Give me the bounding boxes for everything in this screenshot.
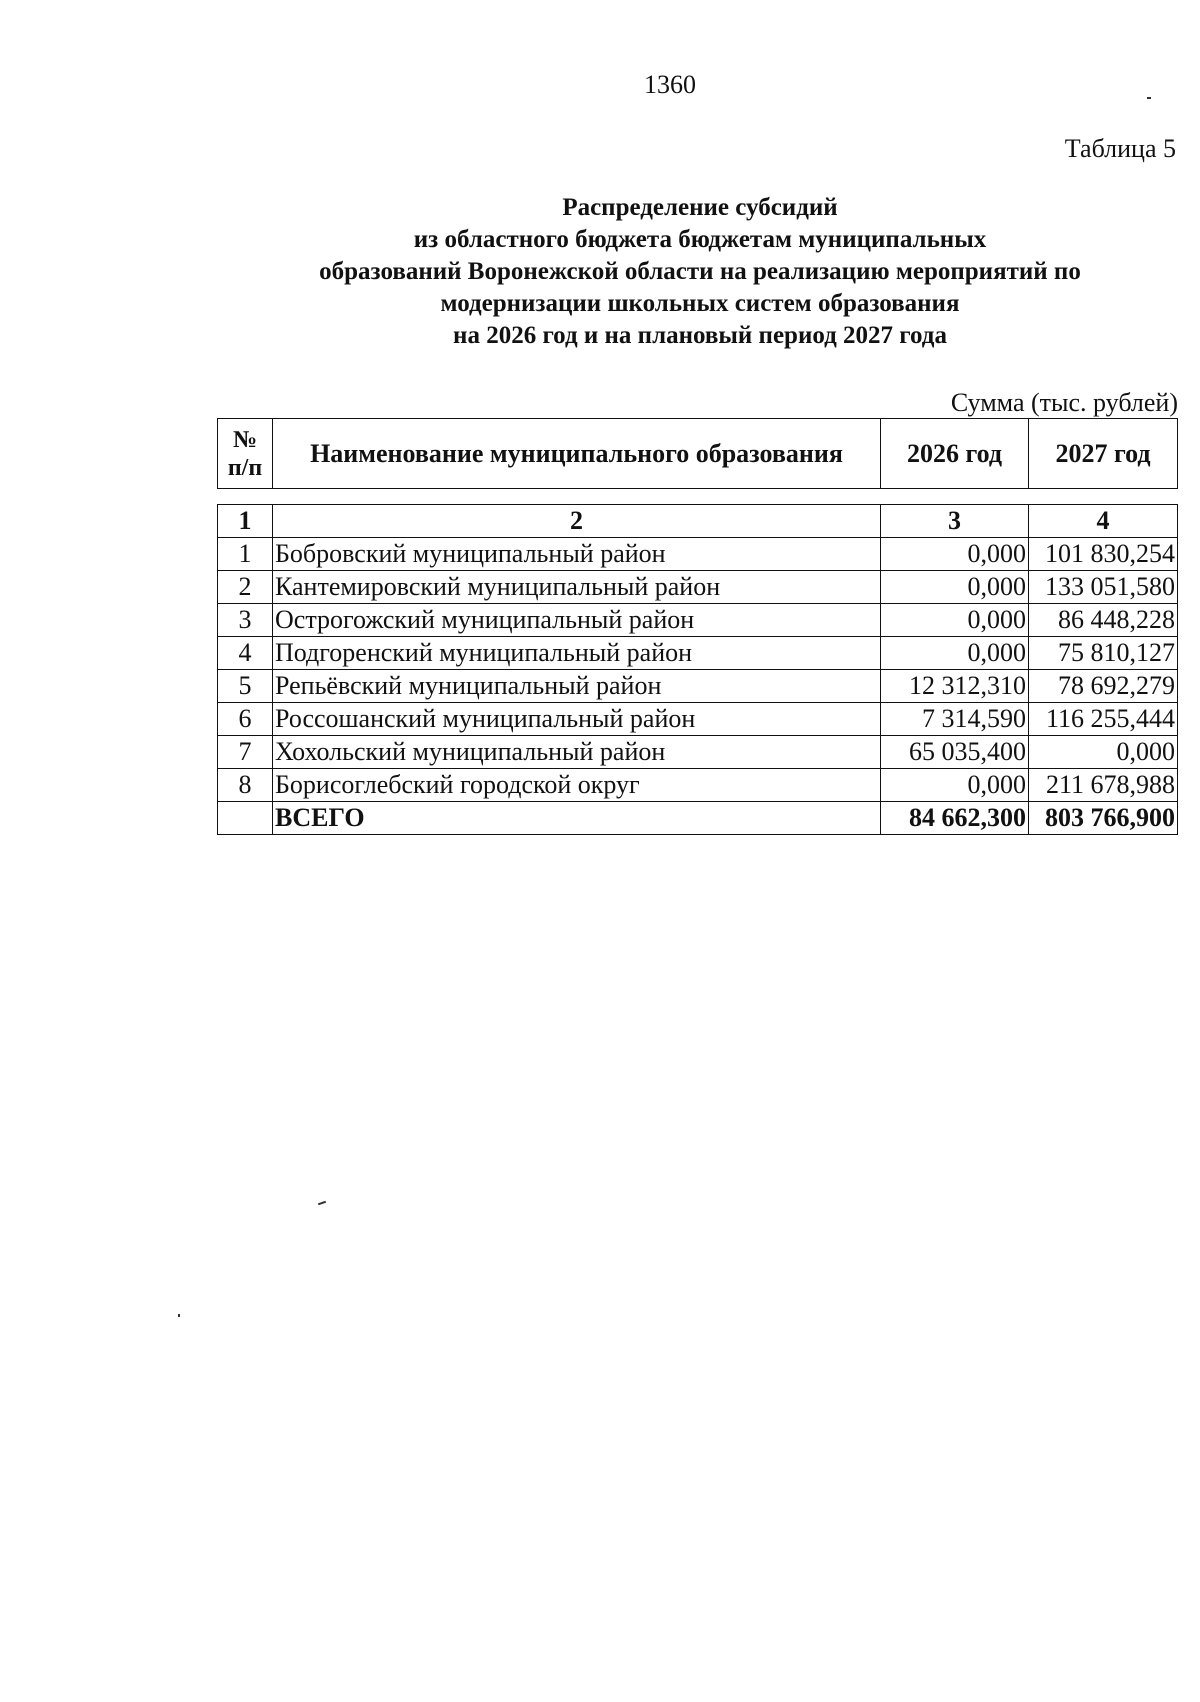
- total-row: [218, 802, 1178, 835]
- row-value-2027: 116 255,444: [1029, 703, 1178, 736]
- row-value-2027: 78 692,279: [1029, 670, 1178, 703]
- row-number: 8: [218, 769, 273, 802]
- page-number: 1360: [644, 70, 696, 99]
- row-number: 4: [218, 637, 273, 670]
- document-title: [200, 192, 1200, 352]
- row-value-2027: 86 448,228: [1029, 604, 1178, 637]
- header-2027: 2027 год: [1029, 419, 1178, 489]
- row-number: 2: [218, 571, 273, 604]
- scan-speck: [1147, 97, 1151, 99]
- table-row: [218, 538, 1178, 571]
- title-line: модернизации школьных систем образования: [440, 290, 960, 317]
- row-name: Острогожский муниципальный район: [273, 604, 881, 637]
- table-row: [218, 637, 1178, 670]
- column-index: 3: [881, 505, 1029, 538]
- total-2027: 803 766,900: [1029, 802, 1178, 835]
- header-num-line2: п/п: [227, 454, 263, 481]
- row-value-2026: 12 312,310: [881, 670, 1029, 703]
- column-index-row: [218, 505, 1178, 538]
- row-name: Репьёвский муниципальный район: [273, 670, 881, 703]
- table-row: [218, 571, 1178, 604]
- header-name: Наименование муниципального образования: [273, 419, 881, 489]
- row-number: 6: [218, 703, 273, 736]
- total-number: [218, 802, 273, 835]
- row-value-2026: 65 035,400: [881, 736, 1029, 769]
- row-value-2027: 101 830,254: [1029, 538, 1178, 571]
- row-value-2027: 0,000: [1029, 736, 1178, 769]
- column-index: 4: [1029, 505, 1178, 538]
- header-num: [218, 419, 273, 489]
- header-row: [218, 419, 1178, 489]
- units-label: Сумма (тыс. рублей): [950, 388, 1178, 417]
- row-number: 7: [218, 736, 273, 769]
- row-name: Россошанский муниципальный район: [273, 703, 881, 736]
- row-value-2027: 75 810,127: [1029, 637, 1178, 670]
- title-line: Распределение субсидий: [562, 194, 838, 221]
- row-value-2026: 0,000: [881, 538, 1029, 571]
- row-value-2027: 211 678,988: [1029, 769, 1178, 802]
- table-row: [218, 604, 1178, 637]
- row-name: Хохольский муниципальный район: [273, 736, 881, 769]
- title-line: из областного бюджета бюджетам муниципальных: [413, 226, 987, 253]
- table-row: [218, 703, 1178, 736]
- row-name: Бобровский муниципальный район: [273, 538, 881, 571]
- total-label: ВСЕГО: [273, 802, 881, 835]
- row-number: 1: [218, 538, 273, 571]
- subsidy-table: [217, 504, 1178, 835]
- row-number: 5: [218, 670, 273, 703]
- row-value-2026: 0,000: [881, 571, 1029, 604]
- row-value-2026: 0,000: [881, 637, 1029, 670]
- title-line: на 2026 год и на плановый период 2027 года: [453, 322, 947, 349]
- table-row: [218, 736, 1178, 769]
- row-value-2026: 0,000: [881, 604, 1029, 637]
- row-value-2026: 7 314,590: [881, 703, 1029, 736]
- row-value-2027: 133 051,580: [1029, 571, 1178, 604]
- table-header: [217, 418, 1178, 489]
- table-row: [218, 769, 1178, 802]
- header-num-line1: №: [232, 426, 258, 453]
- table-label: Таблица 5: [1064, 134, 1176, 163]
- header-2026: 2026 год: [881, 419, 1029, 489]
- column-index: 1: [218, 505, 273, 538]
- scan-speck: [178, 1314, 180, 1317]
- column-index: 2: [273, 505, 881, 538]
- row-number: 3: [218, 604, 273, 637]
- title-line: образований Воронежской области на реализацию мероприятий по: [319, 258, 1081, 285]
- row-name: Борисоглебский городской округ: [273, 769, 881, 802]
- total-2026: 84 662,300: [881, 802, 1029, 835]
- row-name: Кантемировский муниципальный район: [273, 571, 881, 604]
- table-row: [218, 670, 1178, 703]
- row-value-2026: 0,000: [881, 769, 1029, 802]
- row-name: Подгоренский муниципальный район: [273, 637, 881, 670]
- scan-speck: [318, 1201, 326, 1206]
